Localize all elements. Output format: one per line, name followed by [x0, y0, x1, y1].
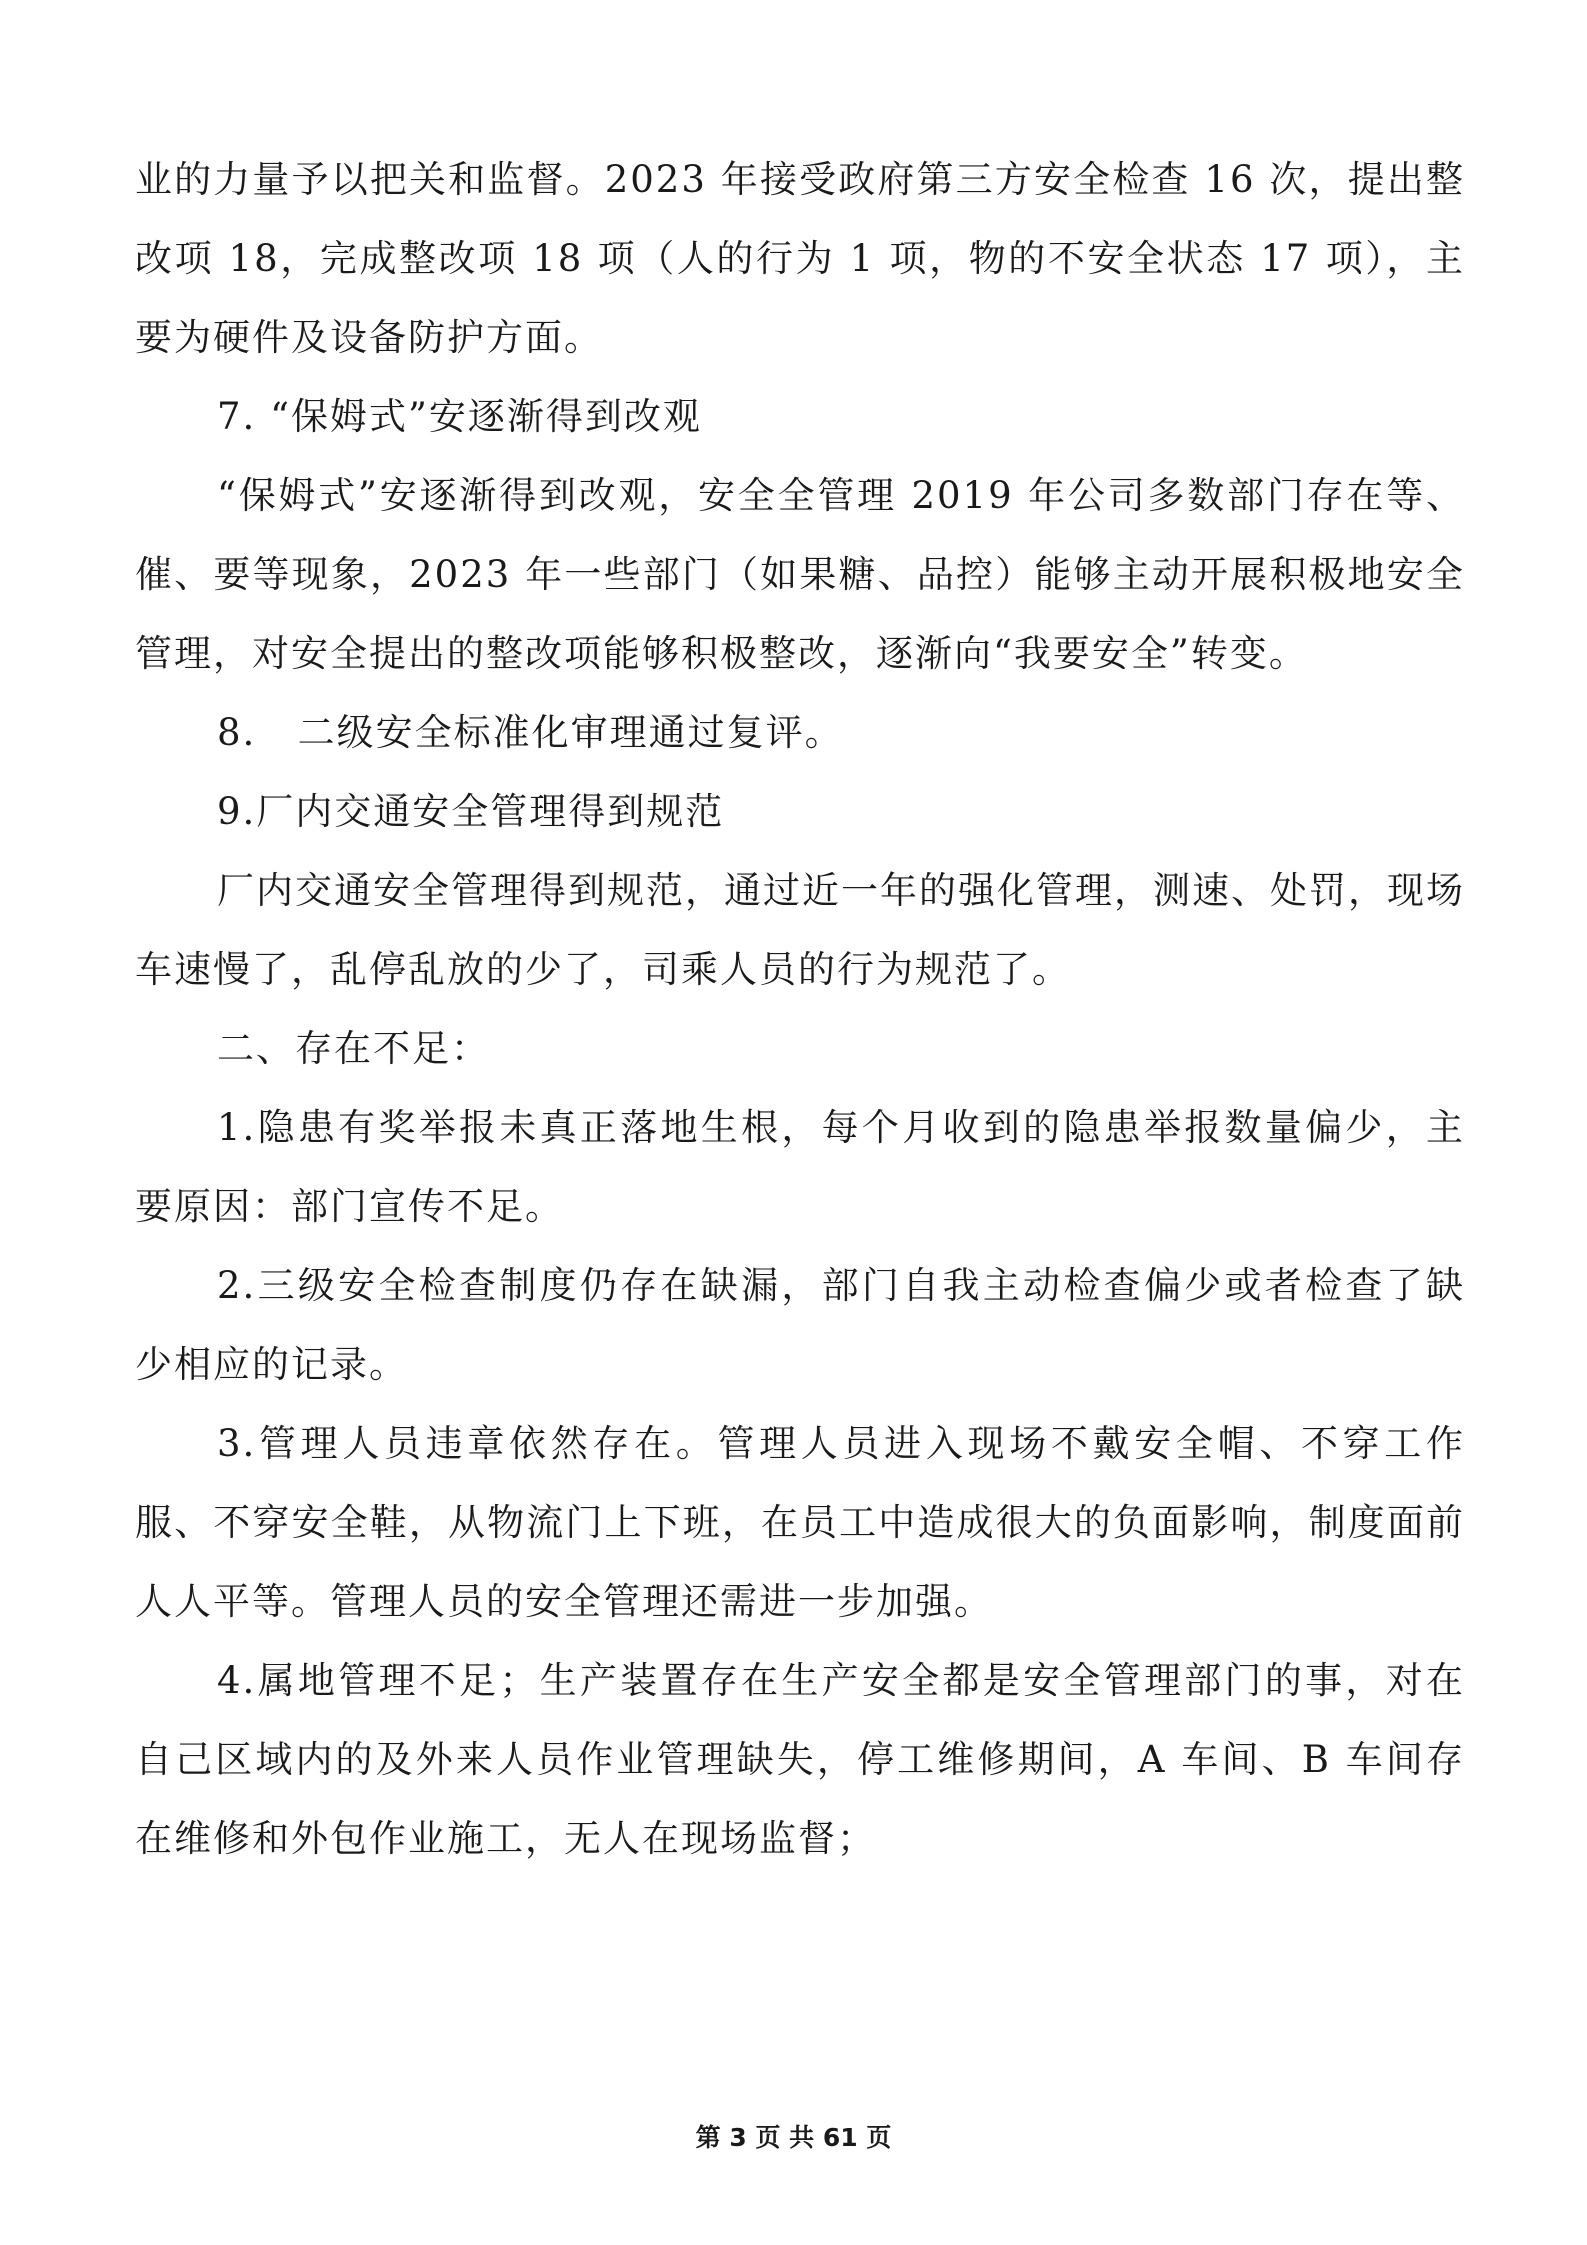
paragraph-shortcoming-3: 3.管理人员违章依然存在。管理人员进入现场不戴安全帽、不穿工作服、不穿安全鞋，从物流门上下班，在员工中造成很大的负面影响，制度面前人人平等。管理人员的安全管理还需进一步加强。: [135, 1422, 1465, 1623]
paragraph-continuation: 业的力量予以把关和监督。2023 年接受政府第三方安全检查 16 次，提出整改项 18，完成整改项 18 项（人的行为 1 项，物的不安全状态 17 项），主要为硬件及设备防护方面。: [135, 158, 1465, 359]
paragraph-shortcoming-2: 2.三级安全检查制度仍存在缺漏，部门自我主动检查偏少或者检查了缺少相应的记录。: [135, 1264, 1465, 1386]
heading-item-9: 9.厂内交通安全管理得到规范: [217, 790, 725, 833]
heading-item-8: 8. 二级安全标准化审理通过复评。: [217, 711, 844, 754]
paragraph-shortcoming-1: 1.隐患有奖举报未真正落地生根，每个月收到的隐患举报数量偏少，主要原因：部门宣传不足。: [135, 1106, 1465, 1228]
section-heading-shortcomings: 二、存在不足：: [217, 1027, 490, 1070]
paragraph-shortcoming-4: 4.属地管理不足；生产装置存在生产安全都是安全管理部门的事，对在自己区域内的及外来人员作业管理缺失，停工维修期间，A 车间、B 车间存在维修和外包作业施工，无人在现场监督；: [135, 1659, 1465, 1860]
page-number-footer: 第 3 页 共 61 页: [695, 2123, 892, 2152]
document-body: [135, 140, 1465, 1878]
paragraph-item-9: 厂内交通安全管理得到规范，通过近一年的强化管理，测速、处罚，现场车速慢了，乱停乱放的少了，司乘人员的行为规范了。: [135, 869, 1465, 991]
heading-item-7: 7. “保姆式”安逐渐得到改观: [217, 395, 702, 438]
paragraph-item-7: “保姆式”安逐渐得到改观，安全全管理 2019 年公司多数部门存在等、催、要等现象，2023 年一些部门（如果糖、品控）能够主动开展积极地安全管理，对安全提出的整改项能够积极整改，逐渐向“我要安全”转变。: [135, 474, 1465, 675]
